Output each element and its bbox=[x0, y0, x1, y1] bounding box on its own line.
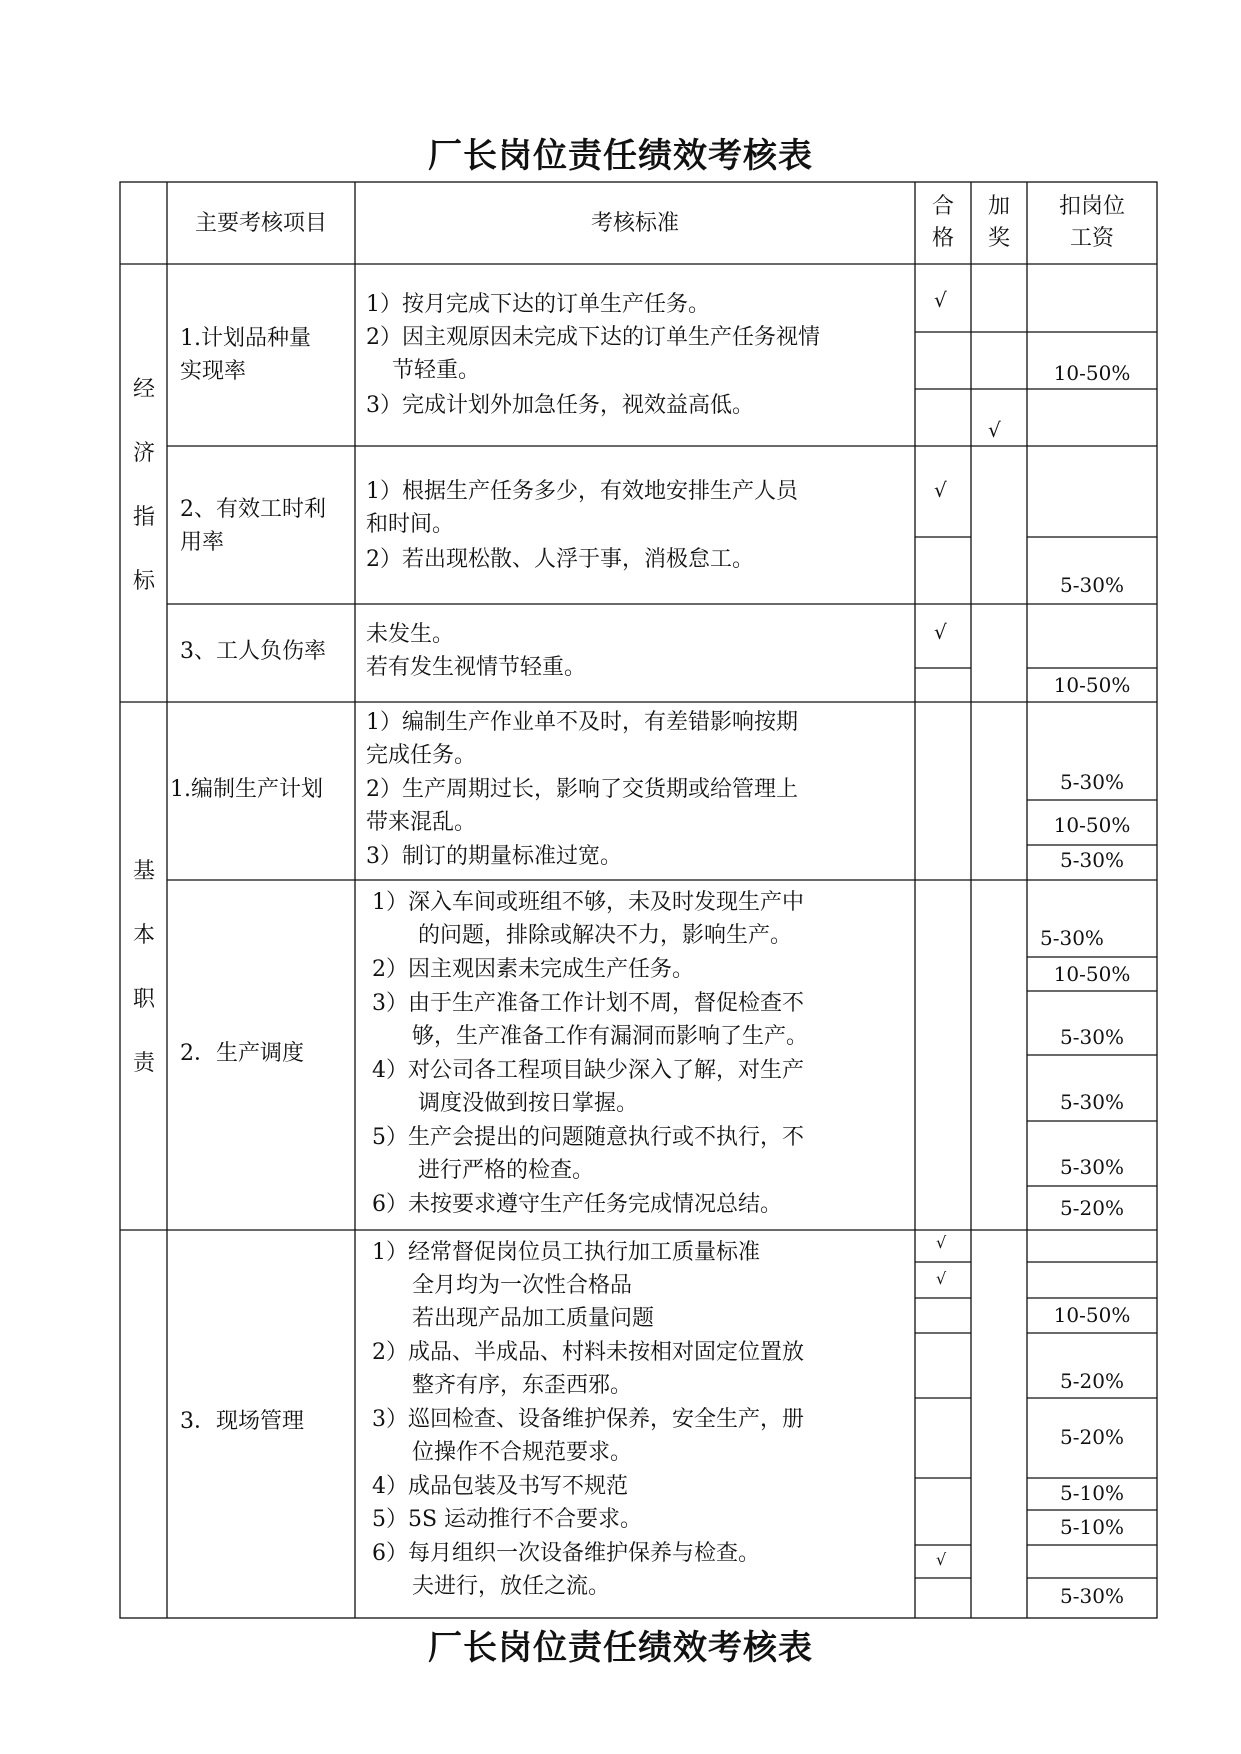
deduct-value: 5-20% bbox=[1060, 1369, 1124, 1393]
criteria-line: 3）制订的期量标准过宽。 bbox=[366, 844, 622, 869]
header-item: 主要考核项目 bbox=[194, 211, 327, 236]
criteria-line: 4）成品包装及书写不规范 bbox=[372, 1474, 628, 1499]
criteria-line: 若有发生视情节轻重。 bbox=[366, 655, 587, 680]
criteria-line: 带来混乱。 bbox=[366, 810, 477, 835]
criteria-line: 的问题，排除或解决不力，影响生产。 bbox=[418, 923, 793, 948]
header-deduct: 扣岗位 工资 bbox=[1058, 194, 1125, 251]
pass-check: √ bbox=[936, 1233, 947, 1252]
deduct-value: 5-30% bbox=[1060, 1090, 1124, 1114]
pass-check: √ bbox=[934, 620, 947, 644]
deduct-value: 5-20% bbox=[1060, 1196, 1124, 1220]
criteria-line: 3）完成计划外加急任务，视效益高低。 bbox=[366, 393, 754, 418]
item-name-2: 2、有效工时利 用率 bbox=[180, 497, 326, 555]
pass-check: √ bbox=[934, 288, 947, 312]
deduct-value: 5-30% bbox=[1060, 1155, 1124, 1179]
bonus-check: √ bbox=[988, 418, 1001, 442]
criteria-line: 4）对公司各工程项目缺少深入了解，对生产 bbox=[372, 1058, 804, 1083]
criteria-line: 完成任务。 bbox=[366, 743, 477, 768]
pass-check: √ bbox=[936, 1550, 947, 1569]
criteria-line: 位操作不合规范要求。 bbox=[412, 1440, 633, 1465]
deduct-value: 5-30% bbox=[1060, 1584, 1124, 1608]
page-title: 厂长岗位责任绩效考核表 bbox=[428, 136, 813, 176]
deduct-value: 5-10% bbox=[1060, 1481, 1124, 1505]
criteria-line: 夫进行，放任之流。 bbox=[412, 1574, 611, 1599]
criteria-line: 6）每月组织一次设备维护保养与检查。 bbox=[372, 1541, 760, 1566]
deduct-value: 5-30% bbox=[1040, 926, 1104, 950]
criteria-line: 1）编制生产作业单不及时，有差错影响按期 bbox=[366, 710, 798, 735]
criteria-line: 5）生产会提出的问题随意执行或不执行，不 bbox=[372, 1125, 804, 1150]
criteria-line: 1）深入车间或班组不够，未及时发现生产中 bbox=[372, 890, 804, 915]
criteria-line: 和时间。 bbox=[366, 512, 455, 537]
category-economic: 经 济 指 标 bbox=[132, 377, 155, 594]
footer-title: 厂长岗位责任绩效考核表 bbox=[428, 1628, 813, 1668]
criteria-line: 若出现产品加工质量问题 bbox=[412, 1306, 655, 1331]
criteria-line: 2）因主观原因未完成下达的订单生产任务视情 bbox=[366, 325, 820, 350]
deduct-value: 5-30% bbox=[1060, 1025, 1124, 1049]
criteria-line: 1）根据生产任务多少，有效地安排生产人员 bbox=[366, 479, 798, 504]
criteria-line: 未发生。 bbox=[366, 622, 455, 647]
criteria-line: 1）经常督促岗位员工执行加工质量标准 bbox=[372, 1240, 760, 1265]
deduct-value: 10-50% bbox=[1053, 673, 1131, 697]
deduct-value: 10-50% bbox=[1053, 1303, 1131, 1327]
deduct-value: 5-10% bbox=[1060, 1515, 1124, 1539]
header-standard: 考核标准 bbox=[590, 211, 679, 236]
deduct-value: 10-50% bbox=[1053, 962, 1131, 986]
pass-check: √ bbox=[936, 1269, 947, 1288]
criteria-line: 6）未按要求遵守生产任务完成情况总结。 bbox=[372, 1192, 782, 1217]
category-basic: 基 本 职 责 bbox=[132, 859, 155, 1076]
criteria-line: 进行严格的检查。 bbox=[418, 1158, 595, 1183]
criteria-line: 1）按月完成下达的订单生产任务。 bbox=[366, 292, 710, 317]
criteria-line: 调度没做到按日掌握。 bbox=[418, 1091, 639, 1116]
criteria-line: 整齐有序，东歪西邪。 bbox=[412, 1373, 633, 1398]
criteria-line: 3）由于生产准备工作计划不周，督促检查不 bbox=[372, 991, 804, 1016]
header-bonus: 加 奖 bbox=[987, 194, 1010, 251]
item-name-3: 3、工人负伤率 bbox=[180, 639, 326, 664]
item-name-4: 1.编制生产计划 bbox=[170, 777, 323, 802]
item-name-1: 1.计划品种量 实现率 bbox=[180, 326, 311, 384]
criteria-line: 3）巡回检查、设备维护保养，安全生产，册 bbox=[372, 1407, 804, 1432]
item-name-5: 2．生产调度 bbox=[180, 1041, 304, 1066]
criteria-line: 2）生产周期过长，影响了交货期或给管理上 bbox=[366, 777, 798, 802]
deduct-value: 5-30% bbox=[1060, 770, 1124, 794]
criteria-line: 2）成品、半成品、村料未按相对固定位置放 bbox=[372, 1340, 804, 1365]
criteria-line: 5）5S 运动推行不合要求。 bbox=[372, 1507, 643, 1532]
criteria-line: 2）因主观因素未完成生产任务。 bbox=[372, 957, 694, 982]
item-name-6: 3．现场管理 bbox=[180, 1409, 304, 1434]
deduct-value: 10-50% bbox=[1053, 813, 1131, 837]
criteria-line: 2）若出现松散、人浮于事，消极怠工。 bbox=[366, 547, 754, 572]
deduct-value: 5-30% bbox=[1060, 573, 1124, 597]
deduct-value: 5-30% bbox=[1060, 848, 1124, 872]
criteria-line: 够，生产准备工作有漏洞而影响了生产。 bbox=[412, 1024, 809, 1049]
header-pass: 合 格 bbox=[931, 194, 954, 251]
criteria-line: 节轻重。 bbox=[392, 358, 481, 383]
deduct-value: 5-20% bbox=[1060, 1425, 1124, 1449]
criteria-line: 全月均为一次性合格品 bbox=[412, 1273, 633, 1298]
deduct-value: 10-50% bbox=[1053, 361, 1131, 385]
pass-check: √ bbox=[934, 478, 947, 502]
